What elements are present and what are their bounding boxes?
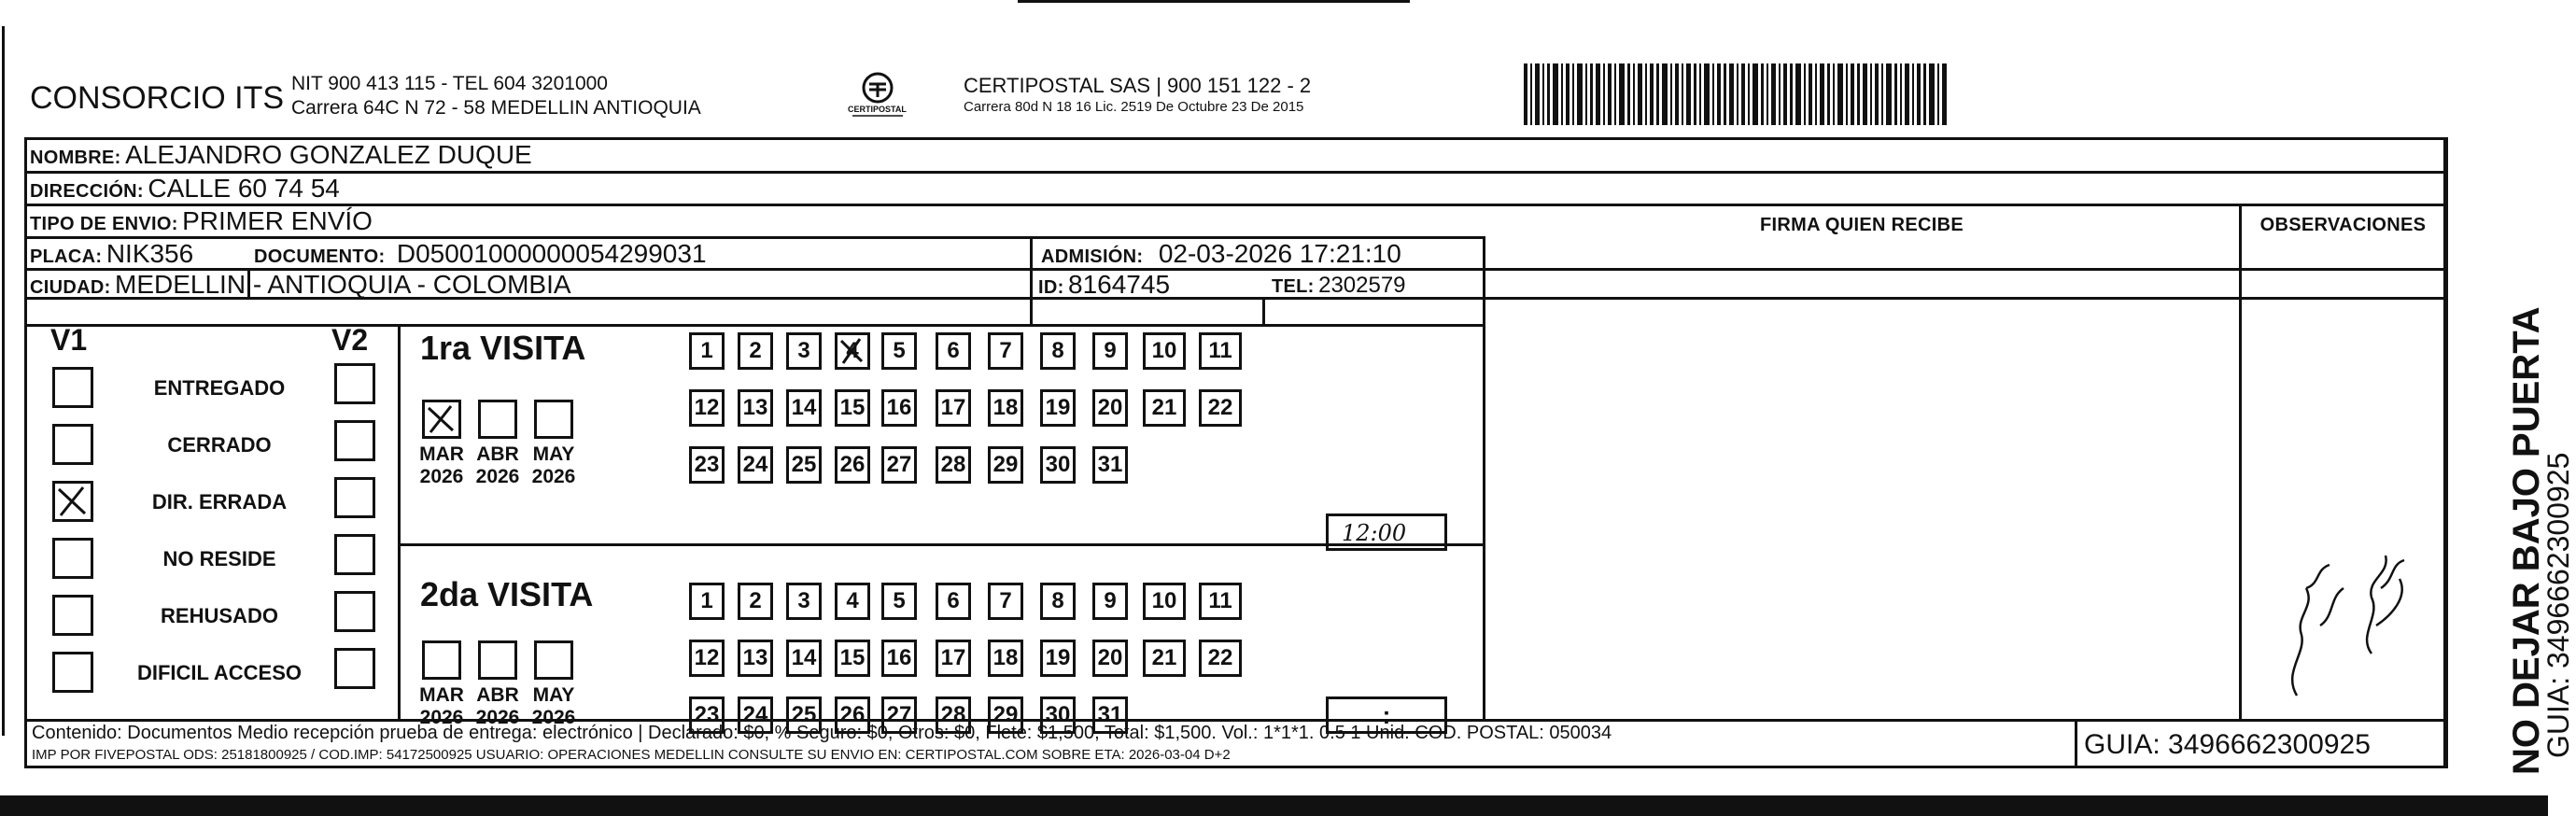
- visit1-title: 1ra VISITA: [420, 329, 586, 367]
- day-box[interactable]: 3: [786, 583, 822, 620]
- ciudad-value: MEDELLIN - ANTIOQUIA - COLOMBIA: [115, 270, 571, 299]
- tel-value: 2302579: [1318, 273, 1406, 298]
- day-box[interactable]: 20: [1092, 389, 1128, 427]
- v2-checkbox[interactable]: [334, 363, 375, 404]
- day-box[interactable]: 27: [881, 446, 917, 484]
- day-box[interactable]: 1: [689, 583, 725, 620]
- tipo-label: TIPO DE ENVIO:: [30, 214, 178, 234]
- day-box[interactable]: 11: [1199, 332, 1242, 370]
- day-box[interactable]: 20: [1092, 640, 1128, 677]
- tipo-value: PRIMER ENVÍO: [182, 206, 373, 235]
- top-edge-line: [1018, 0, 1410, 3]
- firma-header: FIRMA QUIEN RECIBE: [1760, 215, 1964, 235]
- state-label: DIFICIL ACCESO: [136, 661, 302, 684]
- day-box[interactable]: 30: [1040, 446, 1076, 484]
- footer-guia: GUIA: 3496662300925: [2084, 729, 2371, 760]
- nombre-label: NOMBRE:: [30, 148, 121, 168]
- day-box[interactable]: 29: [988, 446, 1023, 484]
- side-guia: GUIA: 3496662300925: [2541, 452, 2575, 758]
- day-box[interactable]: 4: [835, 332, 870, 370]
- month-label: MAY 2026: [531, 443, 576, 487]
- certipostal-line2: Carrera 80d N 18 16 Lic. 2519 De Octubre 23 De 2015: [964, 99, 1304, 115]
- day-box[interactable]: 22: [1199, 640, 1242, 677]
- v1-checkbox[interactable]: [52, 424, 93, 465]
- state-label: REHUSADO: [161, 604, 278, 627]
- month-label: MAR 2026: [419, 443, 464, 487]
- day-box[interactable]: 12: [689, 389, 725, 427]
- placa-label: PLACA:: [30, 246, 103, 267]
- month-checkbox[interactable]: [534, 640, 573, 680]
- day-box[interactable]: 26: [835, 446, 870, 484]
- certipostal-line1: CERTIPOSTAL SAS | 900 151 122 - 2: [964, 74, 1312, 97]
- day-box[interactable]: 31: [1092, 446, 1128, 484]
- state-label: CERRADO: [167, 433, 272, 457]
- day-box[interactable]: 24: [738, 446, 773, 484]
- company-line1: NIT 900 413 115 - TEL 604 3201000: [291, 73, 608, 94]
- month-checkbox[interactable]: [478, 640, 517, 680]
- v1-checkbox[interactable]: [52, 367, 93, 408]
- day-box[interactable]: 25: [786, 696, 822, 734]
- month-checkbox[interactable]: [478, 400, 517, 439]
- day-box[interactable]: 23: [689, 696, 725, 734]
- day-box[interactable]: 19: [1040, 389, 1076, 427]
- admision-value: 02-03-2026 17:21:10: [1158, 239, 1401, 268]
- state-label: ENTREGADO: [153, 376, 286, 400]
- nombre-value: ALEJANDRO GONZALEZ DUQUE: [125, 140, 532, 169]
- documento-label: DOCUMENTO:: [254, 246, 386, 267]
- v1-checkbox[interactable]: [52, 595, 93, 636]
- day-box[interactable]: 15: [835, 640, 870, 677]
- visit1-time-box: [1326, 514, 1447, 551]
- visit1-time-handwritten: 12:00: [1342, 520, 1407, 546]
- month-label: ABR 2026: [475, 684, 520, 728]
- day-box[interactable]: 5: [881, 583, 917, 620]
- v1-checkbox[interactable]: [52, 481, 93, 522]
- day-box[interactable]: 26: [835, 696, 870, 734]
- footer-line1: Contenido: Documentos Medio recepción prueba de entrega: electrónico | Declarado: $0, % Seguro: $0, Otros: $0, Flete: $1,500, Total: $1,500. Vol.: 1*1*1. 0.5 1 Unid. COD. POSTAL: 050034: [32, 723, 1612, 743]
- day-box[interactable]: 13: [738, 389, 773, 427]
- day-box[interactable]: 27: [881, 696, 917, 734]
- v2-checkbox[interactable]: [334, 477, 375, 518]
- documento-value: D05001000000054299031: [396, 239, 707, 268]
- day-box[interactable]: 21: [1143, 389, 1186, 427]
- day-box[interactable]: 7: [988, 583, 1023, 620]
- day-box[interactable]: 28: [936, 696, 971, 734]
- day-box[interactable]: 14: [786, 389, 822, 427]
- certipostal-logo: [845, 67, 910, 123]
- day-box[interactable]: 18: [988, 640, 1023, 677]
- month-checkbox[interactable]: [422, 640, 461, 680]
- day-box[interactable]: 9: [1092, 332, 1128, 370]
- state-label: NO RESIDE: [162, 547, 276, 570]
- v1-checkbox[interactable]: [52, 538, 93, 579]
- state-label: DIR. ERRADA: [151, 490, 288, 514]
- day-box[interactable]: 31: [1092, 696, 1128, 734]
- day-box[interactable]: 18: [988, 389, 1023, 427]
- day-box[interactable]: 16: [881, 640, 917, 677]
- id-label: ID:: [1038, 277, 1064, 298]
- day-box[interactable]: 28: [936, 446, 971, 484]
- barcode: [1524, 63, 1949, 125]
- day-box[interactable]: 19: [1040, 640, 1076, 677]
- company-line2: Carrera 64C N 72 - 58 MEDELLIN ANTIOQUIA: [291, 97, 701, 119]
- logo-text: CERTIPOSTAL: [848, 105, 907, 114]
- day-box[interactable]: 5: [881, 332, 917, 370]
- observaciones-header: OBSERVACIONES: [2259, 215, 2427, 235]
- day-box[interactable]: 2: [738, 332, 773, 370]
- month-checkbox[interactable]: [534, 400, 573, 439]
- v2-checkbox[interactable]: [334, 591, 375, 632]
- month-label: MAR 2026: [419, 684, 464, 728]
- day-box[interactable]: 8: [1040, 332, 1076, 370]
- direccion-value: CALLE 60 74 54: [148, 174, 340, 203]
- day-box[interactable]: 14: [786, 640, 822, 677]
- handwritten-signature: [2278, 485, 2428, 710]
- v2-header: V2: [331, 323, 369, 357]
- tel-label: TEL:: [1272, 276, 1315, 297]
- day-box[interactable]: 17: [936, 640, 971, 677]
- side-warning: NO DEJAR BAJO PUERTA: [2506, 306, 2547, 775]
- day-box[interactable]: 15: [835, 389, 870, 427]
- day-box[interactable]: 23: [689, 446, 725, 484]
- v2-checkbox[interactable]: [334, 534, 375, 575]
- day-box[interactable]: 3: [786, 332, 822, 370]
- left-edge-line: [2, 26, 5, 736]
- day-box[interactable]: 13: [738, 640, 773, 677]
- day-box[interactable]: 16: [881, 389, 917, 427]
- day-box[interactable]: 24: [738, 696, 773, 734]
- month-label: MAY 2026: [531, 684, 576, 728]
- v2-checkbox[interactable]: [334, 420, 375, 461]
- day-box[interactable]: 11: [1199, 583, 1242, 620]
- day-box[interactable]: 1: [689, 332, 725, 370]
- day-box[interactable]: 10: [1143, 583, 1186, 620]
- v1-header: V1: [50, 323, 88, 357]
- admision-label: ADMISIÓN:: [1041, 246, 1144, 267]
- day-box[interactable]: 22: [1199, 389, 1242, 427]
- placa-value: NIK356: [106, 239, 194, 268]
- v1-checkbox[interactable]: [52, 652, 93, 693]
- visit2-title: 2da VISITA: [420, 575, 594, 613]
- day-box[interactable]: 30: [1040, 696, 1076, 734]
- day-box[interactable]: 6: [936, 332, 971, 370]
- day-box[interactable]: 25: [786, 446, 822, 484]
- v2-checkbox[interactable]: [334, 648, 375, 689]
- month-label: ABR 2026: [475, 443, 520, 487]
- visit2-time-separator: :: [1382, 701, 1391, 729]
- footer-line2: IMP POR FIVEPOSTAL ODS: 25181800925 / COD.IMP: 54172500925 USUARIO: OPERACIONES MEDELLIN CONSULTE SU ENVIO EN: CERTIPOSTAL.COM SOBRE ETA: 2026-03-04 D+2: [32, 747, 1231, 763]
- month-checkbox[interactable]: [422, 400, 461, 439]
- day-box[interactable]: 29: [988, 696, 1023, 734]
- day-box[interactable]: 2: [738, 583, 773, 620]
- id-value: 8164745: [1068, 270, 1171, 299]
- day-box[interactable]: 7: [988, 332, 1023, 370]
- day-box[interactable]: 17: [936, 389, 971, 427]
- day-box[interactable]: 4: [835, 583, 870, 620]
- company-name: CONSORCIO ITS: [30, 80, 285, 116]
- day-box[interactable]: 21: [1143, 640, 1186, 677]
- day-box[interactable]: 8: [1040, 583, 1076, 620]
- day-box[interactable]: 12: [689, 640, 725, 677]
- ciudad-label: CIUDAD:: [30, 277, 111, 298]
- day-box[interactable]: 9: [1092, 583, 1128, 620]
- day-box[interactable]: 10: [1143, 332, 1186, 370]
- direccion-label: DIRECCIÓN:: [30, 181, 144, 202]
- day-box[interactable]: 6: [936, 583, 971, 620]
- bottom-edge-band: [0, 795, 2548, 816]
